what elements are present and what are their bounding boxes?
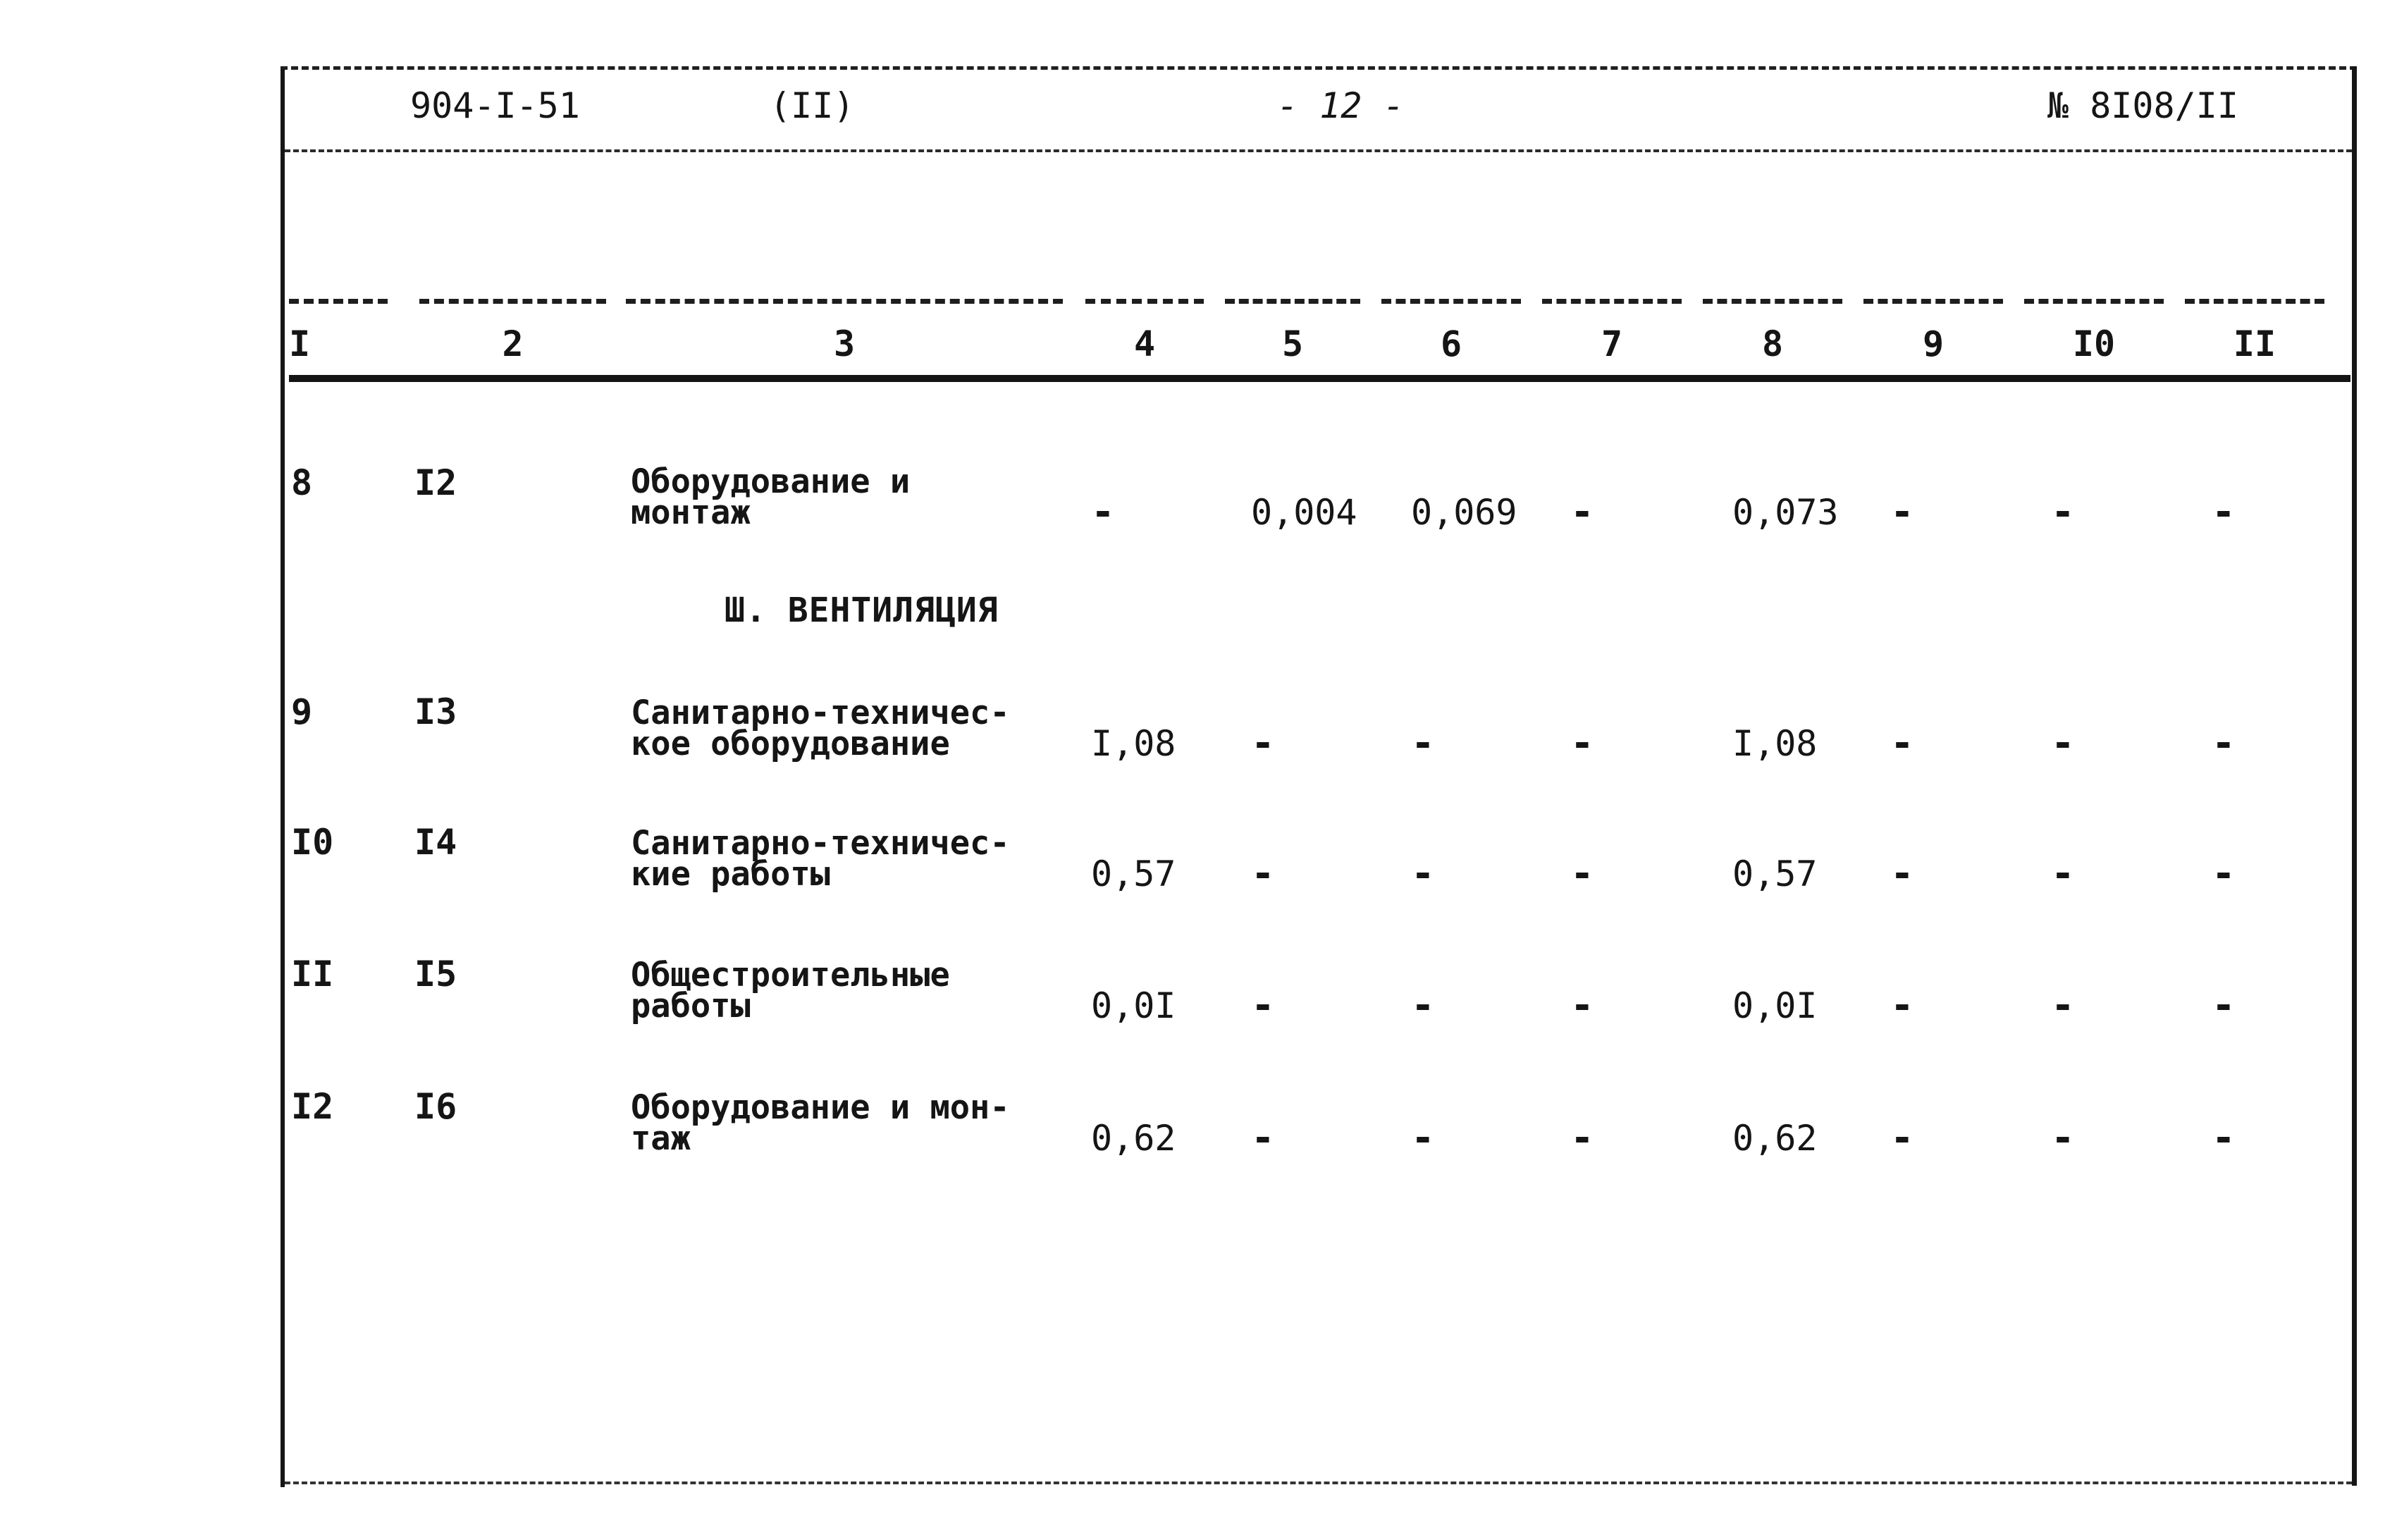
header-separator (285, 149, 2352, 152)
column-number-row (289, 289, 2350, 412)
row-number: 9 (291, 691, 313, 732)
column-number-5: 5 (1225, 289, 1360, 412)
cell-col11: - (2212, 1115, 2236, 1161)
cell-col4: I,08 (1091, 723, 1176, 764)
column-number-2: 2 (419, 289, 606, 412)
cell-col11: - (2212, 982, 2236, 1028)
column-number-4: 4 (1085, 289, 1204, 412)
row-description: Общестроительные работы (631, 956, 950, 1025)
cell-col4: 0,62 (1091, 1118, 1176, 1159)
column-number-10: I0 (2024, 289, 2164, 412)
row-description: Санитарно-техничес- кое оборудование (631, 694, 1010, 763)
row-ref: I4 (414, 822, 457, 863)
cell-col10: - (2051, 851, 2075, 897)
cell-col5: 0,004 (1251, 492, 1357, 533)
cell-col5: - (1251, 982, 1275, 1028)
cell-col4: - (1091, 489, 1115, 535)
row-ref: I2 (414, 462, 457, 503)
cell-col10: - (2051, 489, 2075, 535)
row-number: II (291, 954, 334, 994)
frame-top-border (281, 66, 2357, 70)
frame-bottom-border (285, 1482, 2352, 1484)
cell-col10: - (2051, 720, 2075, 766)
cell-col7: - (1570, 982, 1594, 1028)
cell-col8: 0,57 (1732, 854, 1818, 894)
cell-col5: - (1251, 720, 1275, 766)
column-number-rule (289, 375, 2350, 382)
cell-col5: - (1251, 1115, 1275, 1161)
column-number-3: 3 (626, 289, 1063, 412)
cell-col11: - (2212, 720, 2236, 766)
cell-col9: - (1890, 720, 1914, 766)
row-ref: I6 (414, 1086, 457, 1127)
cell-col7: - (1570, 1115, 1594, 1161)
row-number: I2 (291, 1086, 334, 1127)
row-number: I0 (291, 822, 334, 863)
column-number-11: II (2185, 289, 2324, 412)
cell-col6: 0,069 (1411, 492, 1517, 533)
cell-col10: - (2051, 1115, 2075, 1161)
column-number-8: 8 (1703, 289, 1842, 412)
document-part: (II) (770, 85, 855, 126)
column-number-9: 9 (1863, 289, 2003, 412)
cell-col9: - (1890, 851, 1914, 897)
cell-col4: 0,0I (1091, 985, 1176, 1026)
row-description: Оборудование и монтаж (631, 462, 911, 532)
cell-col7: - (1570, 720, 1594, 766)
document-number: № 8I08/II (2047, 85, 2238, 126)
column-number-6: 6 (1381, 289, 1521, 412)
cell-col8: 0,073 (1732, 492, 1839, 533)
cell-col7: - (1570, 851, 1594, 897)
frame-left-border (281, 69, 285, 1487)
cell-col6: - (1411, 982, 1435, 1028)
document-code: 904-I-51 (410, 85, 580, 126)
cell-col6: - (1411, 720, 1435, 766)
frame-right-border (2352, 66, 2357, 1486)
cell-col8: 0,0I (1732, 985, 1818, 1026)
cell-col5: - (1251, 851, 1275, 897)
cell-col8: I,08 (1732, 723, 1818, 764)
section-title: Ш. ВЕНТИЛЯЦИЯ (725, 591, 999, 630)
column-number-1: I (289, 289, 388, 412)
cell-col9: - (1890, 982, 1914, 1028)
cell-col7: - (1570, 489, 1594, 535)
cell-col8: 0,62 (1732, 1118, 1818, 1159)
cell-col6: - (1411, 851, 1435, 897)
row-ref: I3 (414, 691, 457, 732)
cell-col10: - (2051, 982, 2075, 1028)
row-ref: I5 (414, 954, 457, 994)
cell-col11: - (2212, 851, 2236, 897)
cell-col9: - (1890, 489, 1914, 535)
cell-col9: - (1890, 1115, 1914, 1161)
row-description: Оборудование и мон- таж (631, 1088, 1010, 1158)
column-number-7: 7 (1542, 289, 1682, 412)
row-description: Санитарно-техничес- кие работы (631, 824, 1010, 894)
row-number: 8 (291, 462, 313, 503)
page-number: - 12 - (1277, 85, 1405, 126)
cell-col11: - (2212, 489, 2236, 535)
cell-col6: - (1411, 1115, 1435, 1161)
cell-col4: 0,57 (1091, 854, 1176, 894)
